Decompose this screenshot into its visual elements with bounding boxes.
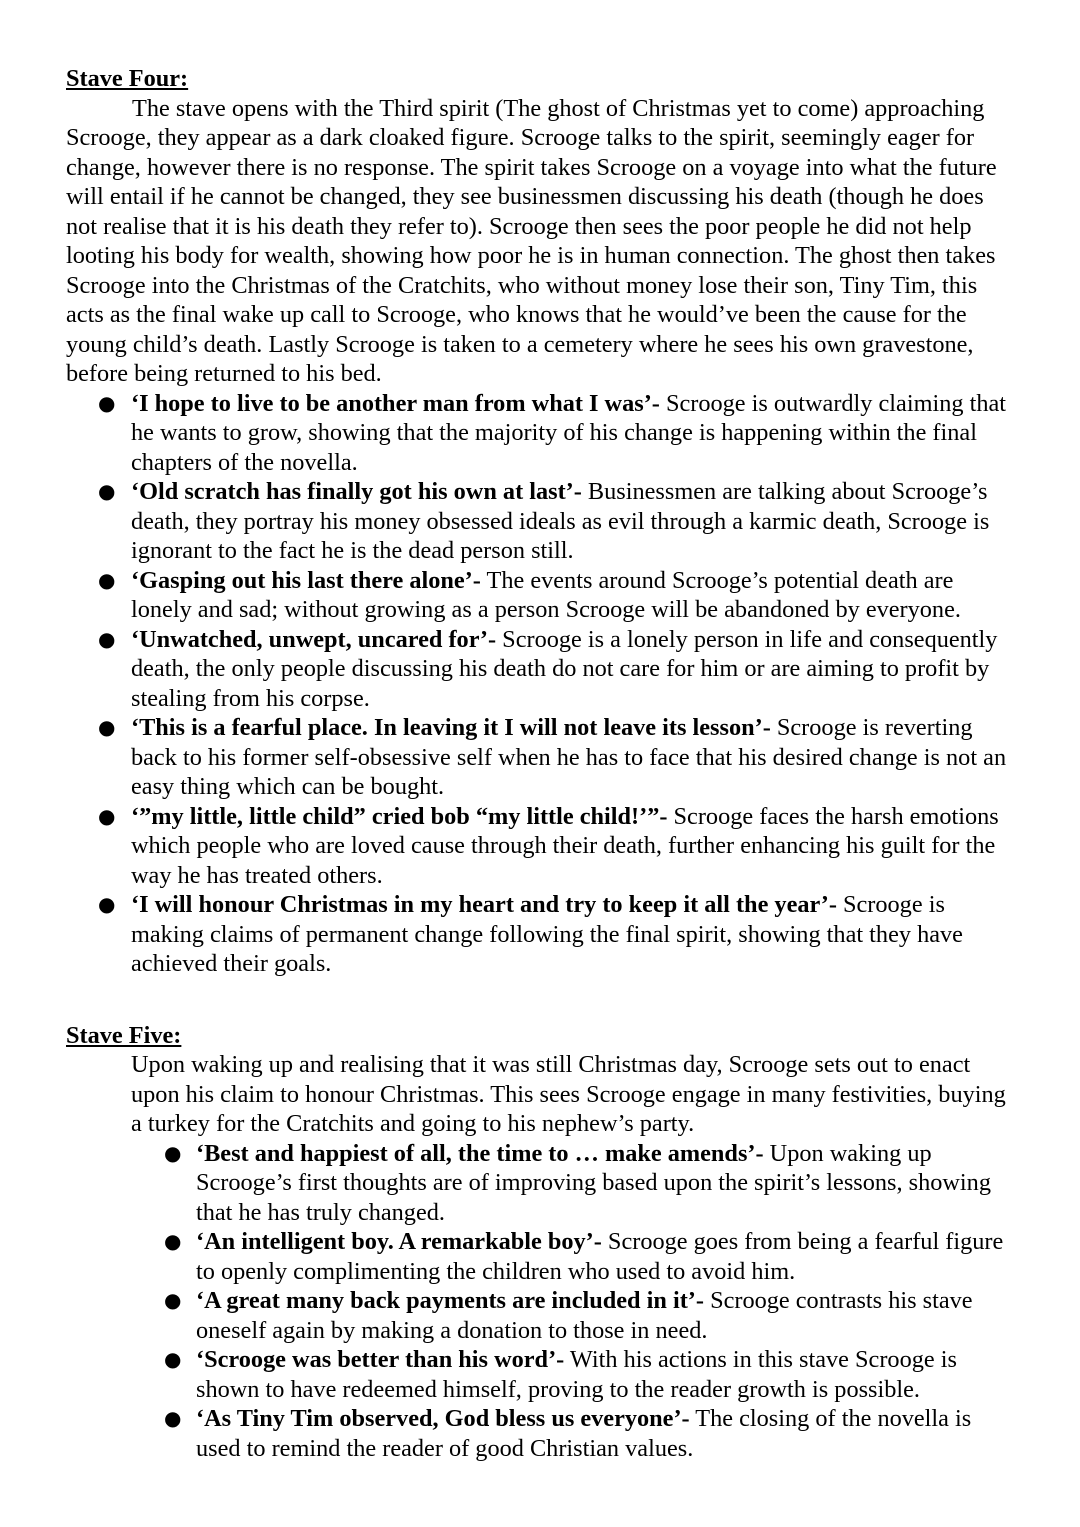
stave-four-heading: Stave Four: <box>66 65 189 92</box>
list-item <box>66 713 1016 802</box>
quote-analysis: Upon waking up Scrooge’s first thoughts are of improving based upon the spirit’s lessons, showing that he has truly changed. <box>196 1139 991 1226</box>
quote-text: ‘Gasping out his last there alone’- <box>131 566 481 594</box>
stave-four-summary: The stave opens with the Third spirit (The ghost of Christmas yet to come) approaching Scrooge, they appear as a dark cloaked figure. Scrooge talks to the spirit, seemingly eager for change, however there is no response. The spirit takes Scrooge on a voyage into what the future will entail if he cannot be changed, they see businessmen discussing his death (though he does not realise that it is his death they refer to). Scrooge then sees the poor people he did not help looting his body for wealth, showing how poor he is in human connection. The ghost then takes Scrooge into the Christmas of the Cratchits, who without money lose their son, Tiny Tim, this acts as the final wake up call to Scrooge, who knows that he would’ve been the cause for the young child’s death. Lastly Scrooge is taken to a cemetery where he sees his own gravestone, before being returned to his bed. <box>66 94 997 387</box>
quote-analysis: Scrooge contrasts his stave oneself again by making a donation to those in need. <box>196 1287 973 1344</box>
bullet-icon: ● <box>164 1229 182 1253</box>
quote-text: ‘”my little, little child” cried bob “my little child!’”- <box>131 802 668 830</box>
list-item <box>66 1345 1016 1404</box>
stave-four-section <box>66 64 1016 979</box>
quote-analysis: Scrooge goes from being a fearful figure to openly complimenting the children who used to avoid him. <box>196 1228 1004 1285</box>
quote-text: ‘As Tiny Tim observed, God bless us everyone’- <box>196 1405 690 1432</box>
list-item <box>66 1227 1016 1286</box>
quote-text: ‘I hope to live to be another man from what I was’- <box>131 389 660 417</box>
stave-five-heading: Stave Five: <box>66 1021 182 1049</box>
quote-analysis: Scrooge is reverting back to his former self-obsessive self when he has to face that his desired change is not an easy thing which can be bought. <box>131 714 1007 800</box>
quote-analysis: Scrooge is a lonely person in life and consequently death, the only people discussing his death do not care for him or are aiming to profit by stealing from his corpse. <box>131 625 998 712</box>
document-page <box>66 64 1016 1463</box>
list-item <box>66 389 1016 478</box>
bullet-icon: ● <box>98 892 116 916</box>
quote-analysis: With his actions in this stave Scrooge is shown to have redeemed himself, proving to the reader growth is possible. <box>196 1346 957 1403</box>
quote-text: ‘A great many back payments are included in it’- <box>196 1287 704 1314</box>
stave-five-summary: Upon waking up and realising that it was still Christmas day, Scrooge sets out to enact upon his claim to honour Christmas. This sees Scrooge engage in many festivities, buying a turkey for the Cratchits and going to his nephew’s party. <box>131 1051 1006 1137</box>
quote-text: ‘Best and happiest of all, the time to … make amends’- <box>196 1139 764 1167</box>
quote-analysis: Scrooge is outwardly claiming that he wants to grow, showing that the majority of his change is happening within the final chapters of the novella. <box>131 389 1007 476</box>
bullet-icon: ● <box>164 1288 182 1312</box>
bullet-icon: ● <box>98 390 116 415</box>
quote-text: ‘Scrooge was better than his word’- <box>196 1346 565 1373</box>
list-item <box>66 1404 1016 1463</box>
stave-four-quote-list <box>66 389 1016 979</box>
bullet-icon: ● <box>98 626 116 651</box>
list-item <box>66 477 1016 566</box>
bullet-icon: ● <box>98 567 116 592</box>
list-item <box>66 890 1016 979</box>
list-item <box>66 802 1016 891</box>
stave-five-quote-list <box>66 1139 1016 1464</box>
quote-text: ‘Unwatched, unwept, uncared for’- <box>131 625 497 653</box>
bullet-icon: ● <box>164 1347 182 1371</box>
bullet-icon: ● <box>98 803 116 828</box>
section-spacer <box>66 979 1016 1021</box>
quote-analysis: The events around Scrooge’s potential death are lonely and sad; without growing as a person Scrooge will be abandoned by everyone. <box>131 566 961 623</box>
quote-analysis: Scrooge is making claims of permanent change following the final spirit, showing that they have achieved their goals. <box>131 891 963 977</box>
bullet-icon: ● <box>98 715 116 739</box>
list-item <box>66 1139 1016 1228</box>
list-item <box>66 1286 1016 1345</box>
list-item <box>66 566 1016 625</box>
quote-text: ‘Old scratch has finally got his own at last’- <box>131 478 582 505</box>
bullet-icon: ● <box>98 479 116 503</box>
bullet-icon: ● <box>164 1406 182 1430</box>
list-item <box>66 625 1016 714</box>
quote-analysis: Scrooge faces the harsh emotions which people who are loved cause through their death, further enhancing his guilt for the way he has treated others. <box>131 802 999 889</box>
quote-text: ‘I will honour Christmas in my heart and try to keep it all the year’- <box>131 891 837 918</box>
stave-five-section <box>66 1021 1016 1464</box>
quote-analysis: Businessmen are talking about Scrooge’s death, they portray his money obsessed ideals as evil through a karmic death, Scrooge is ignorant to the fact he is the dead person still. <box>131 478 990 564</box>
quote-analysis: The closing of the novella is used to remind the reader of good Christian values. <box>196 1405 972 1462</box>
quote-text: ‘An intelligent boy. A remarkable boy’- <box>196 1228 602 1255</box>
bullet-icon: ● <box>164 1140 182 1165</box>
quote-text: ‘This is a fearful place. In leaving it I will not leave its lesson’- <box>131 714 771 741</box>
